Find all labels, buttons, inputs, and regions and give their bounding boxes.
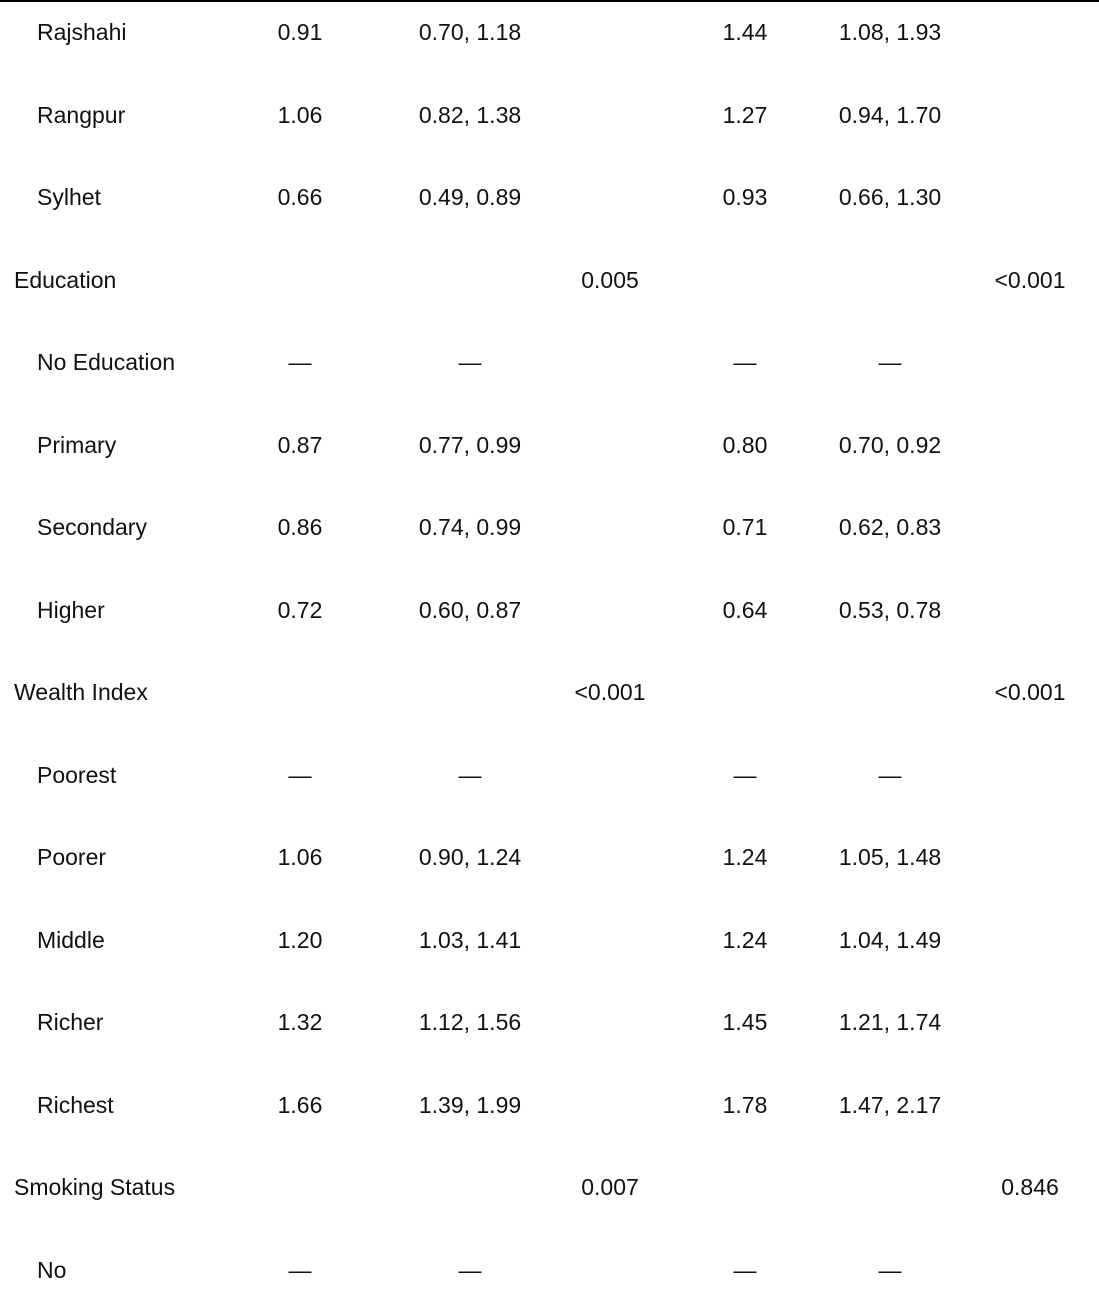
ci-2-cell: 1.08, 1.93 (838, 19, 942, 45)
odds-ratio-2-cell: 1.24 (722, 844, 768, 870)
odds-ratio-1-cell: 0.72 (277, 597, 323, 623)
ci-2-cell: — (878, 1257, 902, 1283)
row-label-cell: Higher (37, 597, 105, 623)
row-label-cell: Primary (37, 432, 117, 458)
ci-1-cell: 0.49, 0.89 (418, 184, 522, 210)
row-label-cell: No (37, 1257, 67, 1283)
p-value-2-cell (970, 342, 1090, 382)
row-label-cell: No Education (37, 349, 176, 375)
p-value-2-cell (970, 12, 1090, 52)
odds-ratio-2-cell: — (733, 349, 757, 375)
row-label-cell: Rajshahi (37, 19, 127, 45)
row-label-cell: Wealth Index (14, 679, 148, 705)
p-value-2-cell (970, 590, 1090, 630)
table-row (0, 1085, 1099, 1125)
odds-ratio-2-cell (685, 1167, 805, 1207)
p-value-2-cell (970, 425, 1090, 465)
table-row (0, 1002, 1099, 1042)
p-value-2-cell (970, 507, 1090, 547)
p-value-1-cell (550, 177, 670, 217)
odds-ratio-1-cell (240, 260, 360, 300)
p-value-1-cell (550, 1250, 670, 1290)
odds-ratio-2-cell: 1.27 (722, 102, 768, 128)
ci-1-cell: — (458, 349, 482, 375)
odds-ratio-2-cell: 1.44 (722, 19, 768, 45)
p-value-1-cell: 0.007 (581, 1174, 639, 1200)
ci-1-cell: — (458, 1257, 482, 1283)
ci-1-cell: 1.03, 1.41 (418, 927, 522, 953)
p-value-2-cell: <0.001 (994, 679, 1066, 705)
table-row (0, 507, 1099, 547)
p-value-2-cell (970, 177, 1090, 217)
odds-ratio-1-cell: 1.20 (277, 927, 323, 953)
odds-ratio-2-cell: — (733, 762, 757, 788)
p-value-1-cell (550, 12, 670, 52)
odds-ratio-1-cell: 1.32 (277, 1009, 323, 1035)
p-value-1-cell: 0.005 (581, 267, 639, 293)
p-value-1-cell (550, 425, 670, 465)
p-value-2-cell (970, 95, 1090, 135)
ci-2-cell: 1.47, 2.17 (838, 1092, 942, 1118)
p-value-1-cell (550, 342, 670, 382)
odds-ratio-2-cell (685, 672, 805, 712)
row-label-cell: Middle (37, 927, 105, 953)
p-value-1-cell (550, 837, 670, 877)
odds-ratio-2-cell: 1.78 (722, 1092, 768, 1118)
odds-ratio-1-cell: 1.06 (277, 102, 323, 128)
odds-ratio-2-cell: 1.24 (722, 927, 768, 953)
ci-1-cell: 0.90, 1.24 (418, 844, 522, 870)
p-value-2-cell: <0.001 (994, 267, 1066, 293)
odds-ratio-2-cell (685, 260, 805, 300)
odds-ratio-1-cell: 1.66 (277, 1092, 323, 1118)
p-value-1-cell: <0.001 (574, 679, 646, 705)
ci-1-cell: — (458, 762, 482, 788)
odds-ratio-1-cell (240, 1167, 360, 1207)
odds-ratio-1-cell: 1.06 (277, 844, 323, 870)
p-value-1-cell (550, 755, 670, 795)
table-row (0, 425, 1099, 465)
table-row (0, 1167, 1099, 1207)
ci-1-cell: 0.70, 1.18 (418, 19, 522, 45)
odds-ratio-1-cell: 0.87 (277, 432, 323, 458)
table-top-rule (0, 0, 1099, 2)
row-label-cell: Rangpur (37, 102, 126, 128)
table-row (0, 590, 1099, 630)
row-label-cell: Secondary (37, 514, 147, 540)
ci-2-cell: 1.04, 1.49 (838, 927, 942, 953)
odds-ratio-2-cell: 0.80 (722, 432, 768, 458)
row-label-cell: Poorer (37, 844, 107, 870)
ci-2-cell: 1.05, 1.48 (838, 844, 942, 870)
p-value-2-cell (970, 1250, 1090, 1290)
odds-ratio-1-cell: 0.86 (277, 514, 323, 540)
table-row (0, 837, 1099, 877)
odds-ratio-1-cell: — (288, 349, 312, 375)
table-row (0, 920, 1099, 960)
odds-ratio-1-cell: 0.66 (277, 184, 323, 210)
odds-ratio-1-cell: — (288, 762, 312, 788)
ci-2-cell (810, 260, 970, 300)
odds-ratio-1-cell: — (288, 1257, 312, 1283)
table-row (0, 177, 1099, 217)
table-row (0, 755, 1099, 795)
ci-2-cell: 0.53, 0.78 (838, 597, 942, 623)
odds-ratio-2-cell: 0.64 (722, 597, 768, 623)
row-label-cell: Poorest (37, 762, 117, 788)
odds-ratio-2-cell: 0.93 (722, 184, 768, 210)
p-value-1-cell (550, 1085, 670, 1125)
ci-1-cell: 0.74, 0.99 (418, 514, 522, 540)
p-value-1-cell (550, 920, 670, 960)
ci-2-cell: 0.70, 0.92 (838, 432, 942, 458)
ci-2-cell: 0.94, 1.70 (838, 102, 942, 128)
p-value-1-cell (550, 507, 670, 547)
row-label-cell: Smoking Status (14, 1174, 176, 1200)
p-value-2-cell (970, 1085, 1090, 1125)
odds-ratio-1-cell (240, 672, 360, 712)
p-value-1-cell (550, 1002, 670, 1042)
odds-ratio-1-cell: 0.91 (277, 19, 323, 45)
row-label-cell: Education (14, 267, 117, 293)
table-row (0, 12, 1099, 52)
ci-2-cell: 0.62, 0.83 (838, 514, 942, 540)
ci-1-cell: 0.77, 0.99 (418, 432, 522, 458)
ci-2-cell: — (878, 349, 902, 375)
table-row (0, 260, 1099, 300)
ci-1-cell: 1.39, 1.99 (418, 1092, 522, 1118)
p-value-1-cell (550, 590, 670, 630)
ci-1-cell: 0.82, 1.38 (418, 102, 522, 128)
ci-1-cell: 0.60, 0.87 (418, 597, 522, 623)
ci-1-cell: 1.12, 1.56 (418, 1009, 522, 1035)
p-value-2-cell (970, 1002, 1090, 1042)
row-label-cell: Sylhet (37, 184, 101, 210)
p-value-2-cell (970, 755, 1090, 795)
row-label-cell: Richest (37, 1092, 114, 1118)
table-row (0, 672, 1099, 712)
p-value-2-cell: 0.846 (1001, 1174, 1059, 1200)
row-label-cell: Richer (37, 1009, 104, 1035)
table-row (0, 1250, 1099, 1290)
odds-ratio-2-cell: 0.71 (722, 514, 768, 540)
odds-ratio-2-cell: 1.45 (722, 1009, 768, 1035)
ci-1-cell (390, 260, 550, 300)
table-row (0, 95, 1099, 135)
p-value-2-cell (970, 837, 1090, 877)
ci-2-cell (810, 672, 970, 712)
ci-2-cell (810, 1167, 970, 1207)
p-value-1-cell (550, 95, 670, 135)
odds-ratio-2-cell: — (733, 1257, 757, 1283)
ci-2-cell: — (878, 762, 902, 788)
ci-2-cell: 1.21, 1.74 (838, 1009, 942, 1035)
ci-1-cell (390, 1167, 550, 1207)
ci-2-cell: 0.66, 1.30 (838, 184, 942, 210)
table-row (0, 342, 1099, 382)
ci-1-cell (390, 672, 550, 712)
p-value-2-cell (970, 920, 1090, 960)
